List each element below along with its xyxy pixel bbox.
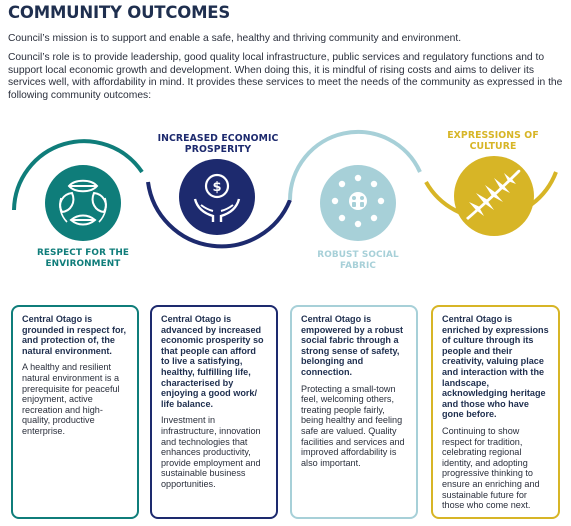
card-culture xyxy=(431,305,560,519)
outcome-label-culture xyxy=(428,130,558,152)
outcome-label-line: PROSPERITY xyxy=(184,144,252,155)
page-title: COMMUNITY OUTCOMES xyxy=(8,3,231,22)
fern-frond-icon xyxy=(454,156,534,236)
outcome-label-line: EXPRESSIONS OF xyxy=(447,130,539,141)
role-paragraph: Council’s role is to provide leadership, good quality local infrastructure, public services and regulatory functions and to support local economic growth and development. When doing this, it is mindful of rising costs and aims to deliver its services well, with affordability in mind. It provides these services to meet the needs of the community as expressed in the following community outcomes: xyxy=(8,52,563,101)
card-prosperity xyxy=(150,305,278,519)
card-lead-text: Central Otago is grounded in respect for, and protection of, the natural environment. xyxy=(22,314,127,356)
social-circle xyxy=(320,165,396,241)
outcome-label-social xyxy=(300,250,416,272)
card-body-text: Protecting a small-town feel, welcoming others, treating people fairly, being healthy and feeling safe are valued. Quality facilities and services and improved affordability is also important. xyxy=(301,383,405,468)
outcome-label-line: ROBUST SOCIAL xyxy=(317,250,399,260)
environment-circle xyxy=(45,165,121,241)
outcome-label-line: CULTURE xyxy=(469,141,517,152)
card-lead-text: Central Otago is advanced by increased economic prosperity so that people can afford to live a satisfying, healthy, fulfilling life, characterised by enjoying a good work/ life balance. xyxy=(161,314,264,409)
outcome-label-line: ENVIRONMENT xyxy=(45,259,121,269)
hands-dollar-icon xyxy=(179,159,255,235)
card-lead-text: Central Otago is empowered by a robust social fabric through a strong sense of safety, belonging and connection. xyxy=(301,314,404,377)
card-body-text: A healthy and resilient natural environment is a prerequisite for peaceful enjoyment, active recreation and high-quality, productive enterprise. xyxy=(22,362,120,436)
mission-paragraph: Council’s mission is to support and enable a safe, healthy and thriving community and environment. xyxy=(8,33,462,44)
outcome-label-line: RESPECT FOR THE xyxy=(36,248,130,258)
leaves-cycle-icon xyxy=(45,165,121,241)
card-body-text: Continuing to show respect for tradition, celebrating regional identity, and adopting progressive thinking to ensure an enriching and sustainable future for those who come next. xyxy=(442,425,540,511)
culture-circle xyxy=(454,156,534,236)
card-body-text: Investment in infrastructure, innovation and technologies that enhances productivity, provide employment and sustainable business opportunities. xyxy=(161,415,261,489)
outcome-label-environment xyxy=(22,248,144,270)
outcome-label-line: INCREASED ECONOMIC xyxy=(157,133,279,144)
prosperity-circle xyxy=(179,159,255,235)
card-social xyxy=(290,305,418,519)
outcome-label-prosperity xyxy=(150,133,286,155)
card-environment xyxy=(11,305,139,519)
card-lead-text: Central Otago is enriched by expressions of culture through its people and their creativity, valuing place and interaction with the landscape, acknowledging heritage and those who have gone before. xyxy=(442,314,549,420)
outcome-label-line: FABRIC xyxy=(340,261,376,271)
people-network-icon xyxy=(320,165,396,241)
svg-text:$: $ xyxy=(212,180,222,195)
